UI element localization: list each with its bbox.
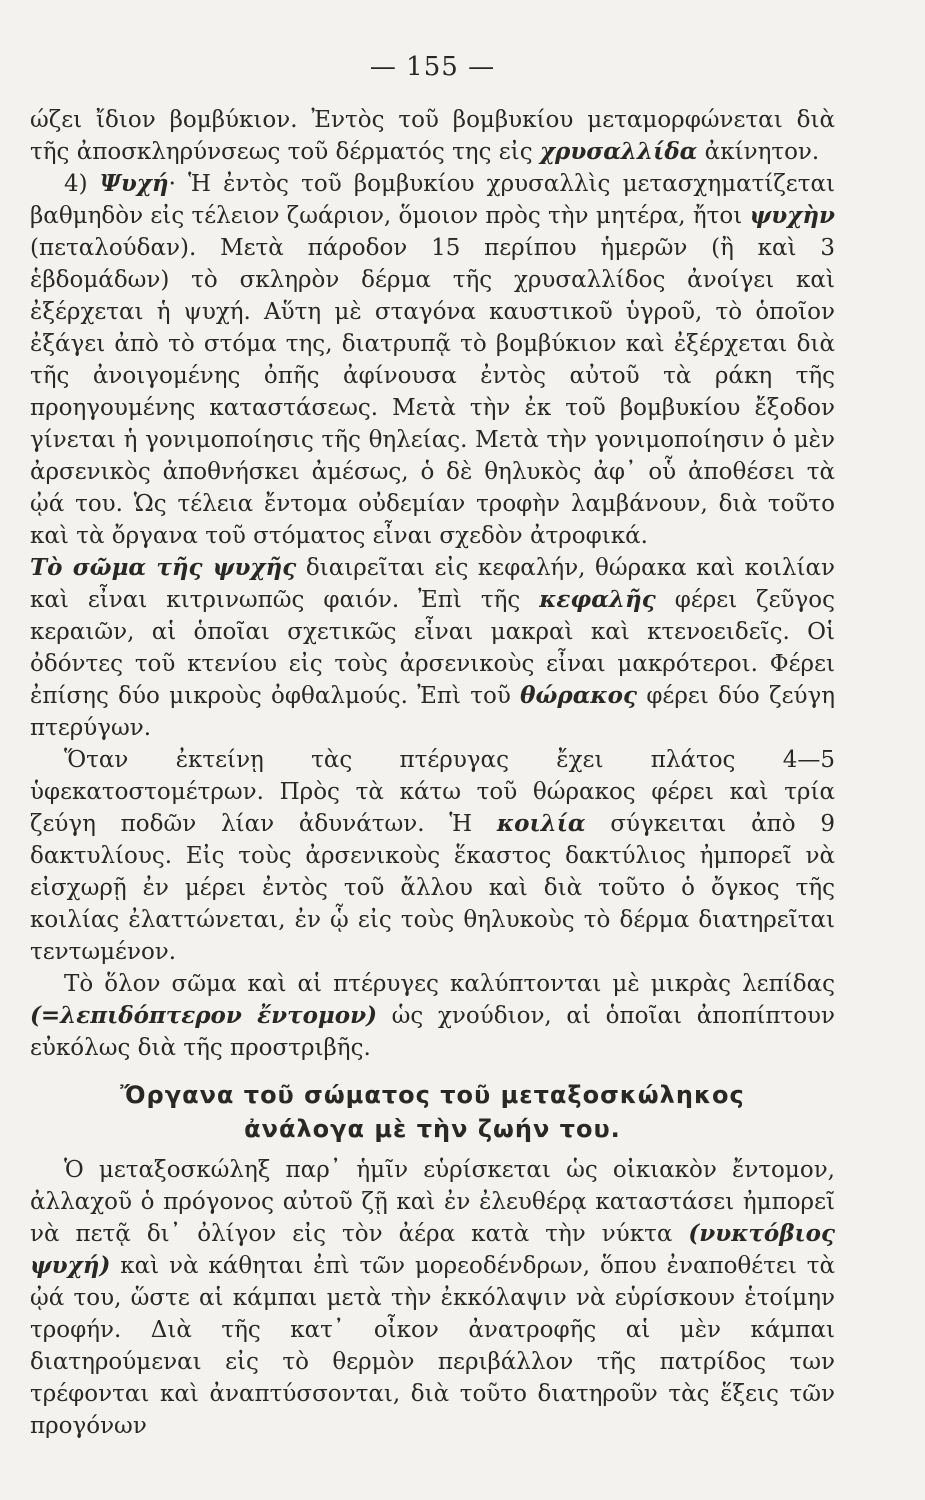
paragraph: [30, 168, 835, 552]
emphasized-term: Τὸ σῶμα τῆς ψυχῆς: [30, 554, 297, 581]
final-text: [30, 1154, 835, 1442]
emphasized-term: χρυσαλλίδα: [539, 138, 698, 165]
paragraph: [30, 104, 835, 168]
emphasized-term: κοιλία: [496, 810, 586, 837]
emphasized-term: κεφαλῆς: [539, 586, 656, 613]
section-heading-line-1: Ὄργανα τοῦ σώματος τοῦ μεταξοσκώληκος: [120, 1081, 745, 1109]
text-run: ώζει ἴδιον βομβύκιον. Ἐντὸς τοῦ βομβυκίου μεταμορφώνεται διὰ τῆς ἀποσκληρύνσεως τοῦ δέρματός της εἰς: [30, 107, 835, 165]
paragraph: [30, 968, 835, 1064]
text-run: (πεταλούδαν). Μετὰ πάροδον 15 περίπου ἡμερῶν (ἢ καὶ 3 ἑβδομάδων) τὸ σκληρὸν δέρμα τῆς χρυσαλλίδος ἀνοίγει καὶ ἐξέρχεται ἡ ψυχή. Αὕτη μὲ σταγόνα καυστικοῦ ὑγροῦ, τὸ ὁποῖον ἐξάγει ἀπὸ τὸ στόμα της, διατρυπᾷ τὸ βομβύκιον καὶ ἐξέρχεται διὰ τῆς ἀνοιγομένης ὀπῆς ἀφίνουσα ἐντὸς αὐτοῦ τὰ ράκη τῆς προηγουμένης καταστάσεως. Μετὰ τὴν ἐκ τοῦ βομβυκίου ἔξοδον γίνεται ἡ γονιμοποίησις τῆς θηλείας. Μετὰ τὴν γονιμοποίησιν ὁ μὲν ἀρσενικὸς ἀποθνήσκει ἀμέσως, ὁ δὲ θηλυκὸς ἀφ᾿ οὗ ἀποθέσει τὰ ᾠά του. Ὡς τέλεια ἔντομα οὐδεμίαν τροφὴν λαμβάνουν, διὰ τοῦτο καὶ τὰ ὄργανα τοῦ στόματος εἶναι σχεδὸν ἀτροφικά.: [30, 235, 835, 549]
paragraph: [30, 552, 835, 744]
emphasized-term: (νυκτόβιος ψυχή): [30, 1220, 835, 1279]
text-run: καὶ νὰ κάθηται ἐπὶ τῶν μορεοδένδρων, ὅπου ἐναποθέτει τὰ ᾠά του, ὥστε αἱ κάμπαι μετὰ τὴν ἐκκόλαψιν νὰ εὑρίσκουν ἑτοίμην τροφήν. Διὰ τῆς κατ᾿ οἶκον ἀνατροφῆς αἱ μὲν κάμπαι διατηρούμεναι εἰς τὸ θερμὸν περιβάλλον τῆς πατρίδος των τρέφονται καὶ ἀναπτύσσονται, διὰ τοῦτο διατηροῦν τὰς ἕξεις τῶν προγόνων: [30, 1253, 835, 1439]
text-run: φέρει δύο ζεύγη πτερύγων.: [30, 683, 835, 741]
text-run: σύγκειται ἀπὸ 9 δακτυλίους. Εἰς τοὺς ἀρσενικοὺς ἕκαστος δακτύλιος ἠμπορεῖ νὰ εἰσχωρῇ ἐν μέρει ἐντὸς τοῦ ἄλλου καὶ διὰ τοῦτο ὁ ὄγκος τῆς κοιλίας ἐλαττώνεται, ἐν ᾧ εἰς τοὺς θηλυκοὺς τὸ δέρμα διατηρεῖται τεντωμένον.: [30, 811, 835, 965]
emphasized-term: θώρακος: [520, 682, 637, 709]
emphasized-term: Ψυχή: [99, 170, 169, 197]
text-run: Ὅταν ἐκτείνῃ τὰς πτέρυγας ἔχει πλάτος 4—5 ὑφεκατοστομέτρων. Πρὸς τὰ κάτω τοῦ θώρακος φέρει καὶ τρία ζεύγη ποδῶν λίαν ἀδυνάτων. Ἡ: [30, 747, 835, 837]
section-heading: [30, 1078, 835, 1146]
emphasized-term: (=λεπιδόπτερον ἔντομον): [30, 1002, 377, 1029]
text-run: φέρει ζεῦγος κεραιῶν, αἱ ὁποῖαι σχετικῶς εἶναι μακραὶ καὶ κτενοειδεῖς. Οἱ ὀδόντες τοῦ κτενίου εἰς τοὺς ἀρσενικοὺς εἶναι μακρότεροι. Φέρει ἐπίσης δύο μικροὺς ὀφθαλμούς. Ἐπὶ τοῦ: [30, 587, 835, 709]
paragraph: [30, 1154, 835, 1442]
text-run: Τὸ ὅλον σῶμα καὶ αἱ πτέρυγες καλύπτονται μὲ μικρὰς λεπίδας: [64, 971, 835, 997]
emphasized-term: ψυχὴν: [749, 202, 835, 229]
text-run: ἀκίνητον.: [697, 139, 820, 165]
text-run: ὡς χνούδιον, αἱ ὁποῖαι ἀποπίπτουν εὐκόλως διὰ τῆς προστριβῆς.: [30, 1003, 836, 1061]
text-run: Ὁ μεταξοσκώληξ παρ᾿ ἡμῖν εὑρίσκεται ὡς οἰκιακὸν ἔντομον, ἀλλαχοῦ ὁ πρόγονος αὐτοῦ ζῇ καὶ ἐν ἐλευθέρᾳ καταστάσει ἠμπορεῖ νὰ πετᾷ δι᾿ ὀλίγον εἰς τὸν ἀέρα κατὰ τὴν νύκτα: [30, 1157, 835, 1247]
section-heading-line-2: ἀνάλογα μὲ τὴν ζωήν του.: [244, 1115, 621, 1143]
text-run: διαιρεῖται εἰς κεφαλήν, θώρακα καὶ κοιλίαν καὶ εἶναι κιτρινωπῶς φαιόν. Ἐπὶ τῆς: [30, 555, 835, 613]
body-text: [30, 104, 835, 1064]
page-number: — 155 —: [369, 52, 496, 82]
paragraph: [30, 744, 835, 968]
text-run: · Ἡ ἐντὸς τοῦ βομβυκίου χρυσαλλὶς μετασχηματίζεται βαθμηδὸν εἰς τέλειον ζωάριον, ὅμοιον πρὸς τὴν μητέρα, ἤτοι: [30, 171, 836, 229]
text-run: 4): [64, 171, 100, 197]
